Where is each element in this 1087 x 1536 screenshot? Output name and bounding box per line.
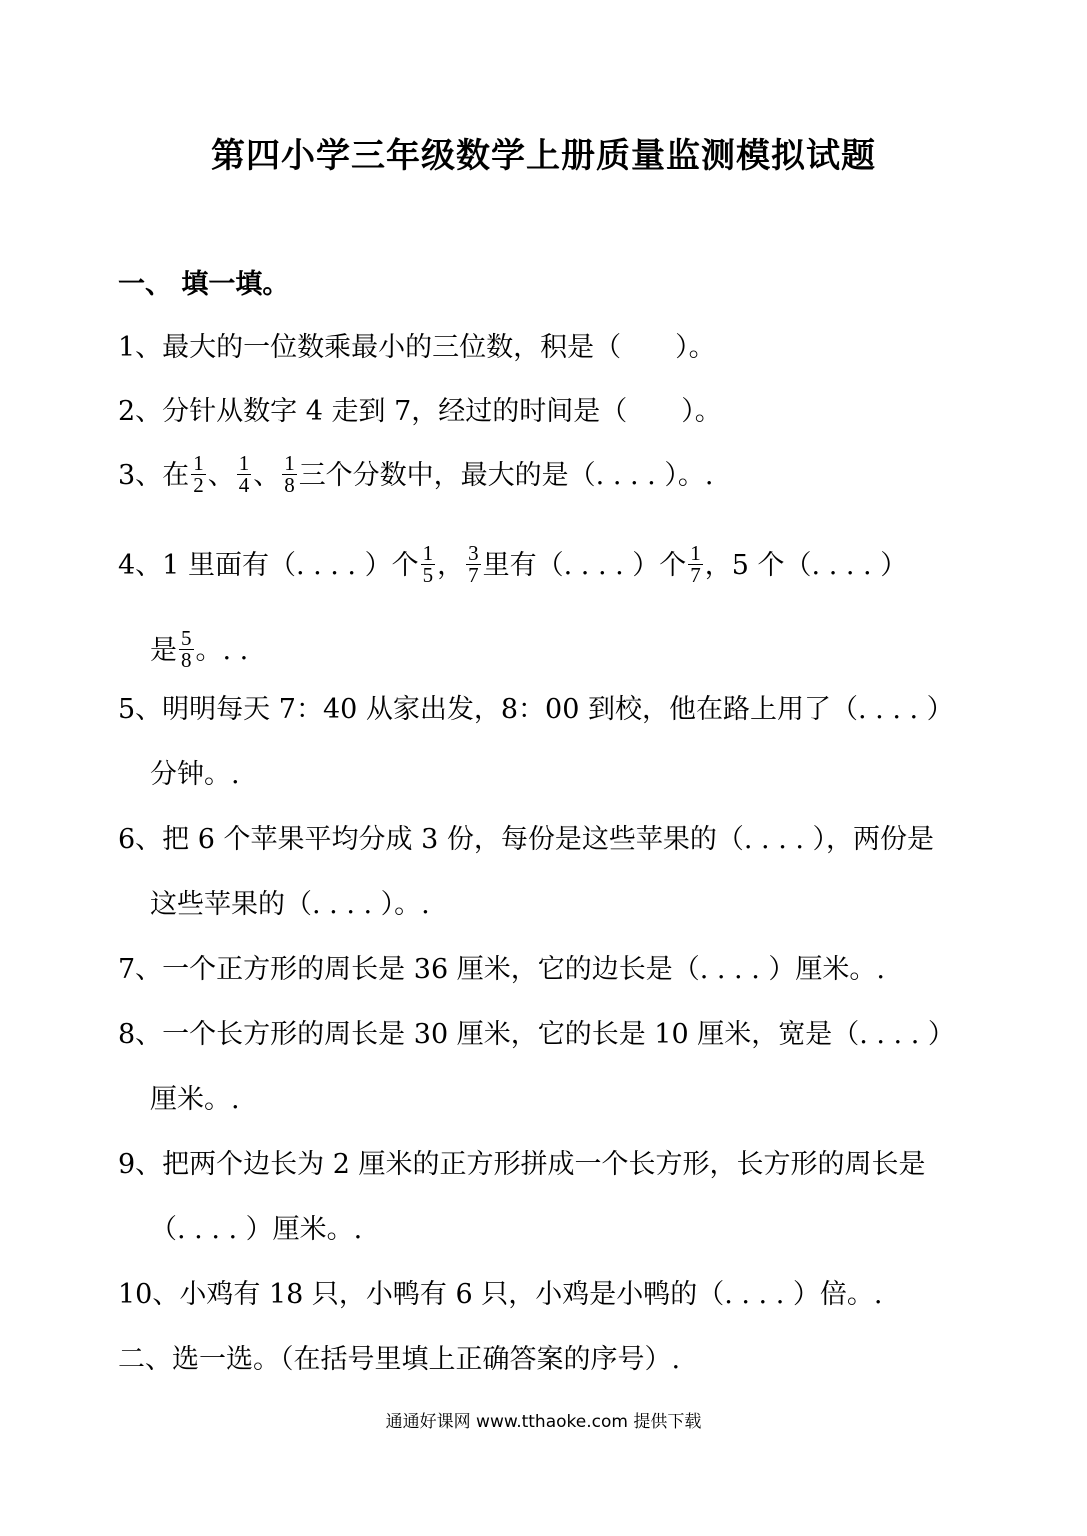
question-9-continued: （. . . . ）厘米。. [150,1214,363,1245]
question-8: 8、一个长方形的周长是 30 厘米，它的长是 10 厘米，宽是（. . . . ） [118,1019,955,1050]
section-2-heading: 二、选一选。（在括号里填上正确答案的序号）. [118,1344,681,1375]
page-footer: 通通好课网 www.tthaoke.com 提供下载 [385,1412,702,1432]
question-3: 3、在 $\frac{1}{2}$ 、 $\frac{1}{4}$ 、 $\frac{1}{8}$ 三个分数中，最大的是（. . . . ）。. [118,451,714,497]
fraction-one-quarter: $\frac{1}{4}$ [238,451,250,497]
fraction-one-eighth: $\frac{1}{8}$ [284,451,295,497]
fraction-three-sevenths: $\frac{3}{7}$ [468,541,479,587]
q3-text-a: 3、在 [118,460,190,491]
question-8-continued: 厘米。. [150,1084,240,1115]
question-6: 6、把 6 个苹果平均分成 3 份，每份是这些苹果的（. . . . ），两份是 [118,824,935,855]
question-6-continued: 这些苹果的（. . . . ）。. [150,889,430,920]
question-9: 9、把两个边长为 2 厘米的正方形拼成一个长方形，长方形的周长是 [118,1149,926,1180]
question-10: 10、小鸡有 18 只，小鸭有 6 只，小鸡是小鸭的（. . . . ）倍。. [118,1279,883,1310]
question-7: 7、一个正方形的周长是 36 厘米，它的边长是（. . . . ）厘米。. [118,954,885,985]
fraction-five-eighths: $\frac{5}{8}$ [181,626,192,672]
question-4-continued: 是 $\frac{5}{8}$ 。. . [150,626,249,672]
page-title: 第四小学三年级数学上册质量监测模拟试题 [211,136,876,176]
fraction-one-half: $\frac{1}{2}$ [193,451,204,497]
question-1: 1、最大的一位数乘最小的三位数，积是（ ）。 [118,332,716,363]
question-4: 4、1 里面有（. . . . ）个 $\frac{1}{5}$ ， $\frac{3}{7}$ 里有（. . . . ）个 $\frac{1}{7}$ ，5 个（. . . . ） [118,541,908,587]
fraction-one-seventh: $\frac{1}{7}$ [690,541,701,587]
section-1-heading: 一、 填一填。 [118,269,290,300]
question-2: 2、分针从数字 4 走到 7，经过的时间是（ ）。 [118,396,722,427]
fraction-one-fifth: $\frac{1}{5}$ [422,541,434,587]
q3-text-b: 三个分数中，最大的是（. . . . ）。. [298,460,714,491]
question-5: 5、明明每天 7：40 从家出发，8：00 到校，他在路上用了（. . . . ） [118,694,954,725]
question-5-continued: 分钟。. [150,759,240,790]
